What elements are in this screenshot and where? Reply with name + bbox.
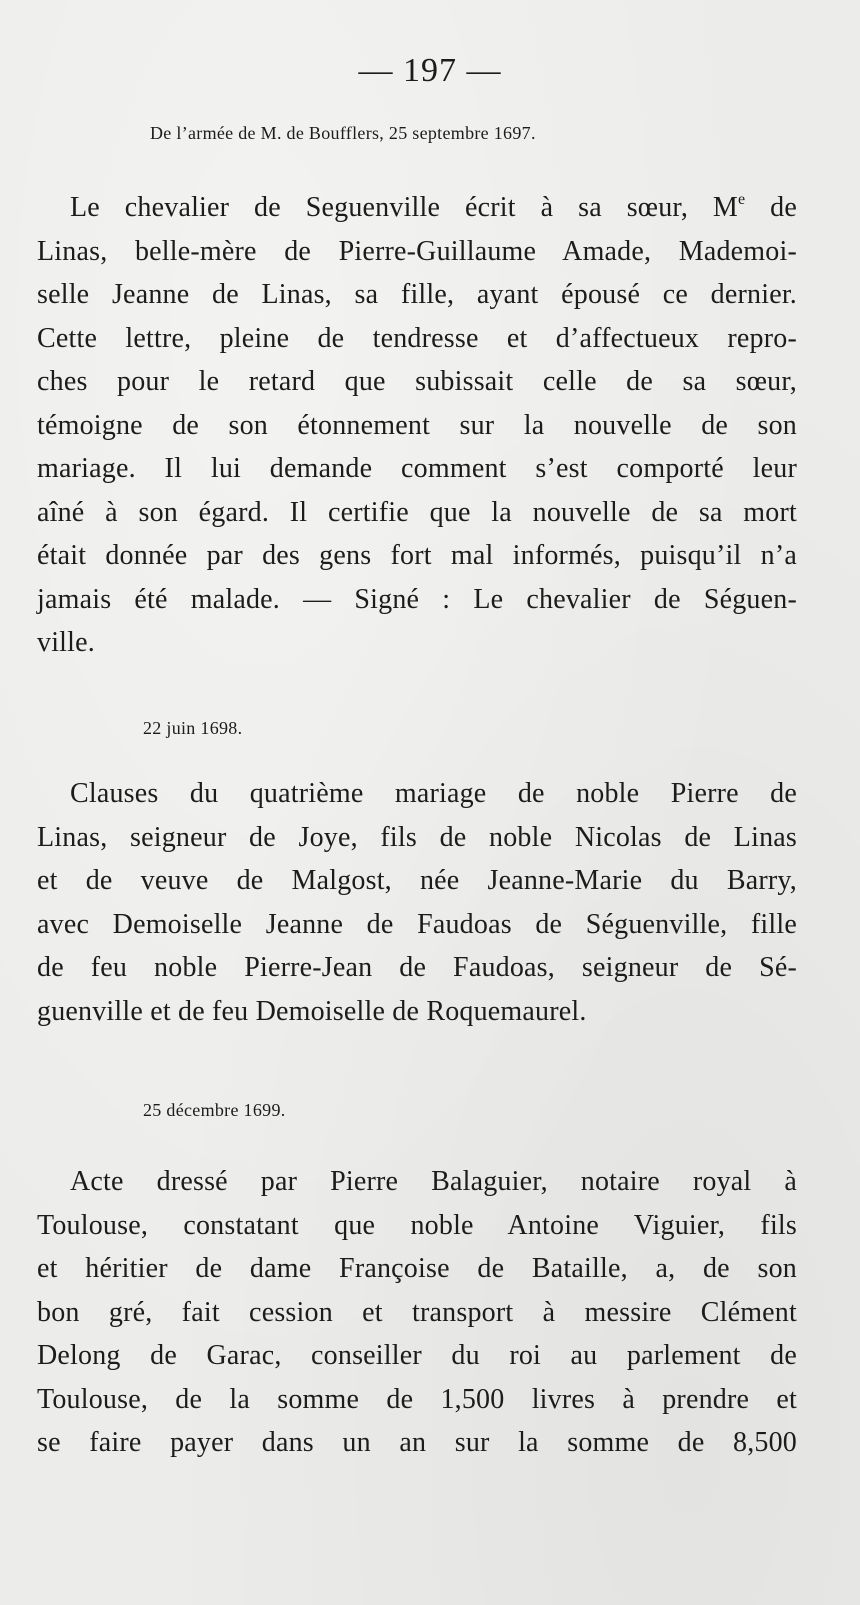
entry-1-paragraph bbox=[37, 186, 797, 665]
entry-3-paragraph bbox=[37, 1160, 797, 1465]
entry-1-line-3: selle Jeanne de Linas, sa fille, ayant épousé ce dernier. bbox=[37, 279, 797, 310]
page-number: — 197 — bbox=[358, 52, 502, 89]
entry-1-line-1: Le chevalier de Seguenville écrit à sa sœur, Me de bbox=[70, 191, 798, 223]
entry-3-line-6: Toulouse, de la somme de 1,500 livres à prendre et bbox=[37, 1383, 797, 1415]
entry-3-line-4: bon gré, fait cession et transport à messire Clément bbox=[37, 1296, 797, 1328]
entry-2-line-1: Clauses du quatrième mariage de noble Pierre de bbox=[70, 778, 797, 809]
entry-1-line-2: Linas, belle-mère de Pierre-Guillaume Amade, Mademoi- bbox=[37, 235, 797, 267]
entry-1-line-11: ville. bbox=[37, 627, 95, 658]
entry-2-line-2: Linas, seigneur de Joye, fils de noble Nicolas de Linas bbox=[37, 821, 797, 853]
entry-2-paragraph bbox=[37, 772, 797, 1033]
entry-2-dateline: 22 juin 1698. bbox=[143, 718, 243, 738]
entry-3-line-2: Toulouse, constatant que noble Antoine Viguier, fils bbox=[37, 1209, 797, 1241]
entry-1-line-4: Cette lettre, pleine de tendresse et d’affectueux repro- bbox=[37, 322, 797, 354]
entry-3-line-7: se faire payer dans un an sur la somme de 8,500 bbox=[37, 1427, 797, 1458]
entry-2-line-6: guenville et de feu Demoiselle de Roquemaurel. bbox=[37, 995, 587, 1027]
entry-1-dateline: De l’armée de M. de Boufflers, 25 septembre 1697. bbox=[150, 123, 536, 143]
entry-2-line-5: de feu noble Pierre-Jean de Faudoas, seigneur de Sé- bbox=[37, 952, 797, 983]
entry-1-line-10: jamais été malade. — Signé : Le chevalier de Séguen- bbox=[37, 583, 797, 615]
entry-3-line-1: Acte dressé par Pierre Balaguier, notaire royal à bbox=[70, 1166, 797, 1197]
entry-1-line-8: aîné à son égard. Il certifie que la nouvelle de sa mort bbox=[37, 496, 797, 528]
entry-1-line-6: témoigne de son étonnement sur la nouvelle de son bbox=[37, 409, 797, 441]
entry-3-line-3: et héritier de dame Françoise de Bataille, a, de son bbox=[37, 1253, 797, 1284]
entry-2-line-4: avec Demoiselle Jeanne de Faudoas de Séguenville, fille bbox=[37, 908, 797, 940]
entry-3-line-5: Delong de Garac, conseiller du roi au parlement de bbox=[37, 1340, 797, 1371]
entry-1-line-5: ches pour le retard que subissait celle de sa sœur, bbox=[37, 366, 797, 397]
superscript-e: e bbox=[738, 191, 746, 208]
entry-3-dateline: 25 décembre 1699. bbox=[143, 1100, 286, 1120]
entry-1-line-9: était donnée par des gens fort mal informés, puisqu’il n’a bbox=[37, 540, 797, 571]
entry-1-line-7: mariage. Il lui demande comment s’est comporté leur bbox=[37, 453, 797, 484]
entry-2-line-3: et de veuve de Malgost, née Jeanne-Marie du Barry, bbox=[37, 865, 797, 896]
